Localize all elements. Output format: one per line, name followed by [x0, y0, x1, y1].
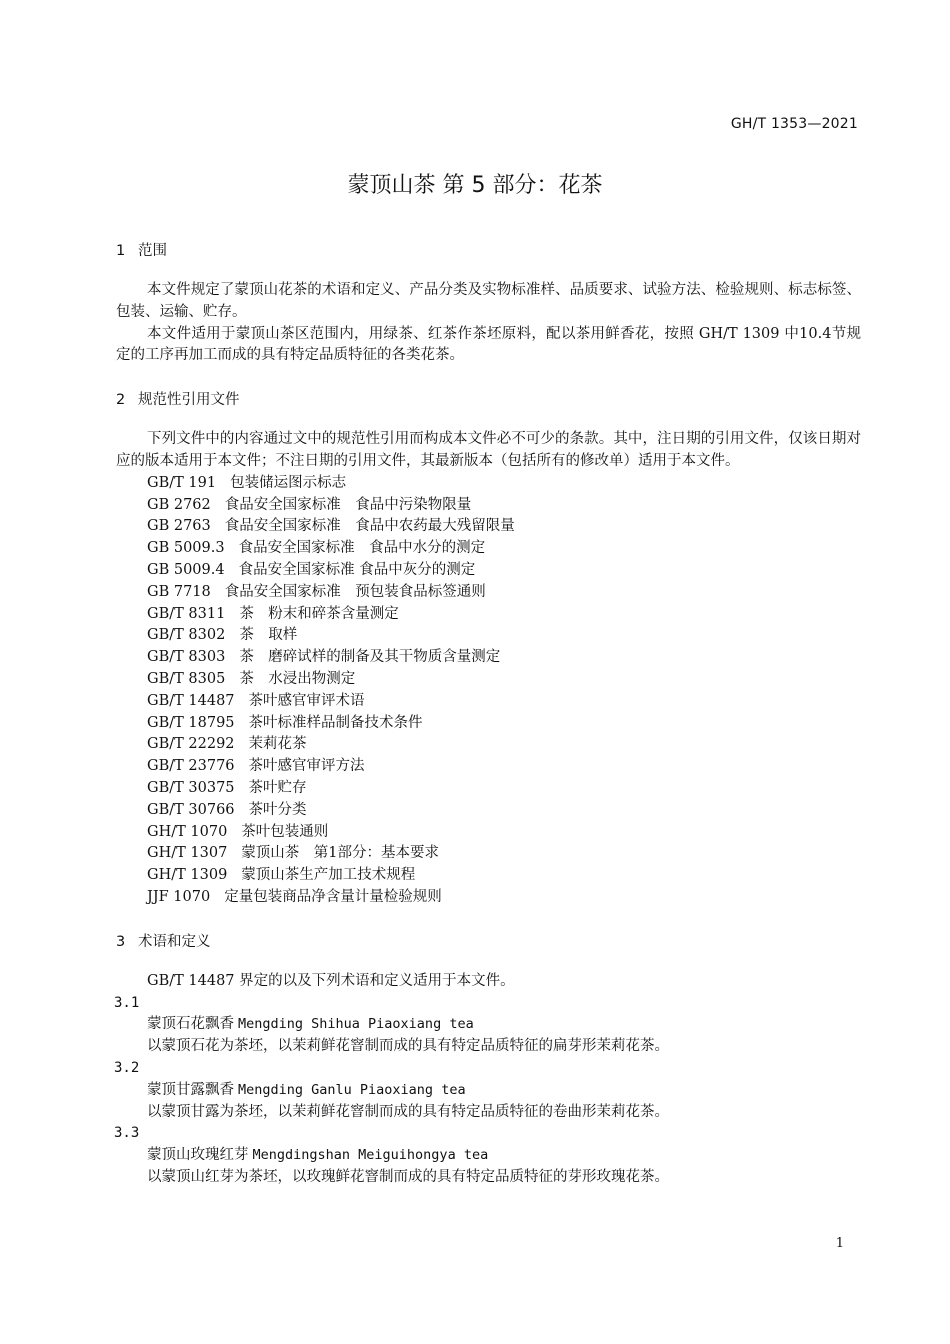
scope-paragraph: 本文件规定了蒙顶山花茶的术语和定义、产品分类及实物标准样、品质要求、试验方法、检验规则、标志标签、包装、运输、贮存。: [116, 282, 861, 320]
reference-list: [116, 473, 861, 909]
reference-title: 茉莉花茶: [248, 736, 307, 753]
section-number: 2: [116, 392, 126, 409]
reference-code: GH/T 1070: [147, 823, 228, 840]
reference-item: [116, 669, 861, 691]
term-name: [116, 1145, 861, 1167]
reference-code: GB/T 8305: [147, 670, 226, 687]
section-heading-scope: [116, 240, 861, 262]
reference-title: 食品安全国家标准 食品中农药最大残留限量: [224, 518, 515, 535]
document-body: [116, 240, 861, 1189]
reference-title: 茶叶分类: [248, 801, 307, 818]
reference-title: 定量包装商品净含量计量检验规则: [224, 888, 442, 905]
term-name-zh: 蒙顶甘露飘香: [147, 1081, 234, 1098]
reference-title: 食品安全国家标准 预包装食品标签通则: [224, 583, 486, 600]
section-title: 范围: [138, 243, 167, 259]
reference-item: [116, 778, 861, 800]
reference-code: GB/T 14487: [147, 692, 235, 709]
reference-title: 茶叶感官审评方法: [248, 758, 365, 775]
reference-item: [116, 560, 861, 582]
reference-title: 蒙顶山茶 第1部分：基本要求: [241, 845, 440, 862]
reference-title: 蒙顶山茶生产加工技术规程: [241, 867, 416, 884]
reference-code: GB/T 18795: [147, 714, 235, 731]
reference-code: GB 2762: [147, 496, 211, 513]
reference-code: GB 5009.4: [147, 561, 225, 578]
section-heading-terms: [116, 931, 861, 953]
reference-item: [116, 865, 861, 887]
reference-title: 包装储运图示标志: [230, 474, 347, 491]
reference-item: [116, 713, 861, 735]
term-name-zh: 蒙顶石花飘香: [147, 1016, 234, 1033]
document-title: 蒙顶山茶 第 5 部分：花茶: [347, 173, 603, 198]
reference-item: [116, 582, 861, 604]
reference-item: [116, 822, 861, 844]
section-title: 术语和定义: [138, 933, 211, 950]
term-name-en: Mengding Ganlu Piaoxiang tea: [238, 1081, 466, 1098]
terms-intro: GB/T 14487 界定的以及下列术语和定义适用于本文件。: [147, 972, 515, 989]
page-number: 1: [835, 1236, 844, 1251]
term-entry: [116, 1058, 861, 1123]
reference-item: [116, 800, 861, 822]
reference-code: GB 5009.3: [147, 540, 225, 557]
reference-title: 茶 粉末和碎茶含量测定: [239, 605, 399, 622]
term-name-en: Mengding Shihua Piaoxiang tea: [238, 1016, 474, 1033]
reference-code: GB/T 191: [147, 474, 217, 491]
reference-item: [116, 473, 861, 495]
reference-item: [116, 625, 861, 647]
reference-code: GB/T 8302: [147, 627, 226, 644]
reference-item: [116, 843, 861, 865]
reference-item: [116, 647, 861, 669]
section-number: 1: [116, 243, 126, 259]
reference-code: GB/T 23776: [147, 758, 235, 775]
reference-item: [116, 538, 861, 560]
section-heading-normative-references: [116, 389, 861, 411]
normative-intro: 下列文件中的内容通过文中的规范性引用而构成本文件必不可少的条款。其中，注日期的引用文件，仅该日期对应的版本适用于本文件；不注日期的引用文件，其最新版本（包括所有的修改单）适用于本文件。: [116, 431, 861, 469]
term-definition: 以蒙顶山红芽为茶坯，以玫瑰鲜花窨制而成的具有特定品质特征的芽形玫瑰花茶。: [147, 1168, 669, 1185]
term-name-en: Mengdingshan Meiguihongya tea: [252, 1147, 489, 1164]
reference-title: 食品安全国家标准 食品中灰分的测定: [238, 561, 476, 578]
term-entry: [116, 1123, 861, 1188]
reference-code: GB/T 8303: [147, 649, 226, 666]
reference-item: [116, 495, 861, 517]
term-name: [116, 1014, 861, 1036]
reference-title: 茶叶感官审评术语: [248, 692, 365, 709]
term-entry: [116, 993, 861, 1058]
reference-title: 茶叶标准样品制备技术条件: [248, 714, 423, 731]
reference-title: 食品安全国家标准 食品中水分的测定: [238, 540, 486, 557]
reference-item: [116, 516, 861, 538]
section-title: 规范性引用文件: [138, 392, 240, 409]
reference-code: GB/T 22292: [147, 736, 235, 753]
reference-title: 茶 取样: [239, 627, 298, 644]
reference-code: GB 7718: [147, 583, 211, 600]
reference-item: [116, 734, 861, 756]
reference-code: GB 2763: [147, 518, 211, 535]
reference-code: GH/T 1309: [147, 867, 228, 884]
reference-title: 茶叶贮存: [248, 779, 307, 796]
term-definition: 以蒙顶甘露为茶坯，以茉莉鲜花窨制而成的具有特定品质特征的卷曲形茉莉花茶。: [147, 1103, 669, 1120]
reference-item: [116, 887, 861, 909]
reference-code: GB/T 30375: [147, 779, 235, 796]
term-number: 3.2: [114, 1059, 140, 1076]
term-number: 3.1: [114, 994, 140, 1011]
term-list: [116, 993, 861, 1189]
reference-title: 茶叶包装通则: [241, 823, 329, 840]
scope-paragraph: 本文件适用于蒙顶山茶区范围内，用绿茶、红茶作茶坯原料，配以茶用鲜香花，按照 GH/T 1309 中10.4节规定的工序再加工而成的具有特定品质特征的各类花茶。: [116, 325, 861, 364]
reference-item: [116, 756, 861, 778]
reference-code: GH/T 1307: [147, 845, 228, 862]
document-code: GH/T 1353—2021: [730, 116, 858, 132]
reference-title: 食品安全国家标准 食品中污染物限量: [224, 496, 472, 513]
reference-item: [116, 604, 861, 626]
reference-item: [116, 691, 861, 713]
reference-title: 茶 磨碎试样的制备及其干物质含量测定: [239, 649, 501, 666]
term-name-zh: 蒙顶山玫瑰红芽: [147, 1147, 249, 1164]
term-name: [116, 1080, 861, 1102]
reference-code: JJF 1070: [147, 888, 211, 905]
term-definition: 以蒙顶石花为茶坯，以茉莉鲜花窨制而成的具有特定品质特征的扁芽形茉莉花茶。: [147, 1038, 669, 1055]
reference-title: 茶 水浸出物测定: [239, 670, 356, 687]
term-number: 3.3: [114, 1125, 140, 1142]
section-number: 3: [116, 933, 126, 950]
reference-code: GB/T 8311: [147, 605, 226, 622]
reference-code: GB/T 30766: [147, 801, 235, 818]
